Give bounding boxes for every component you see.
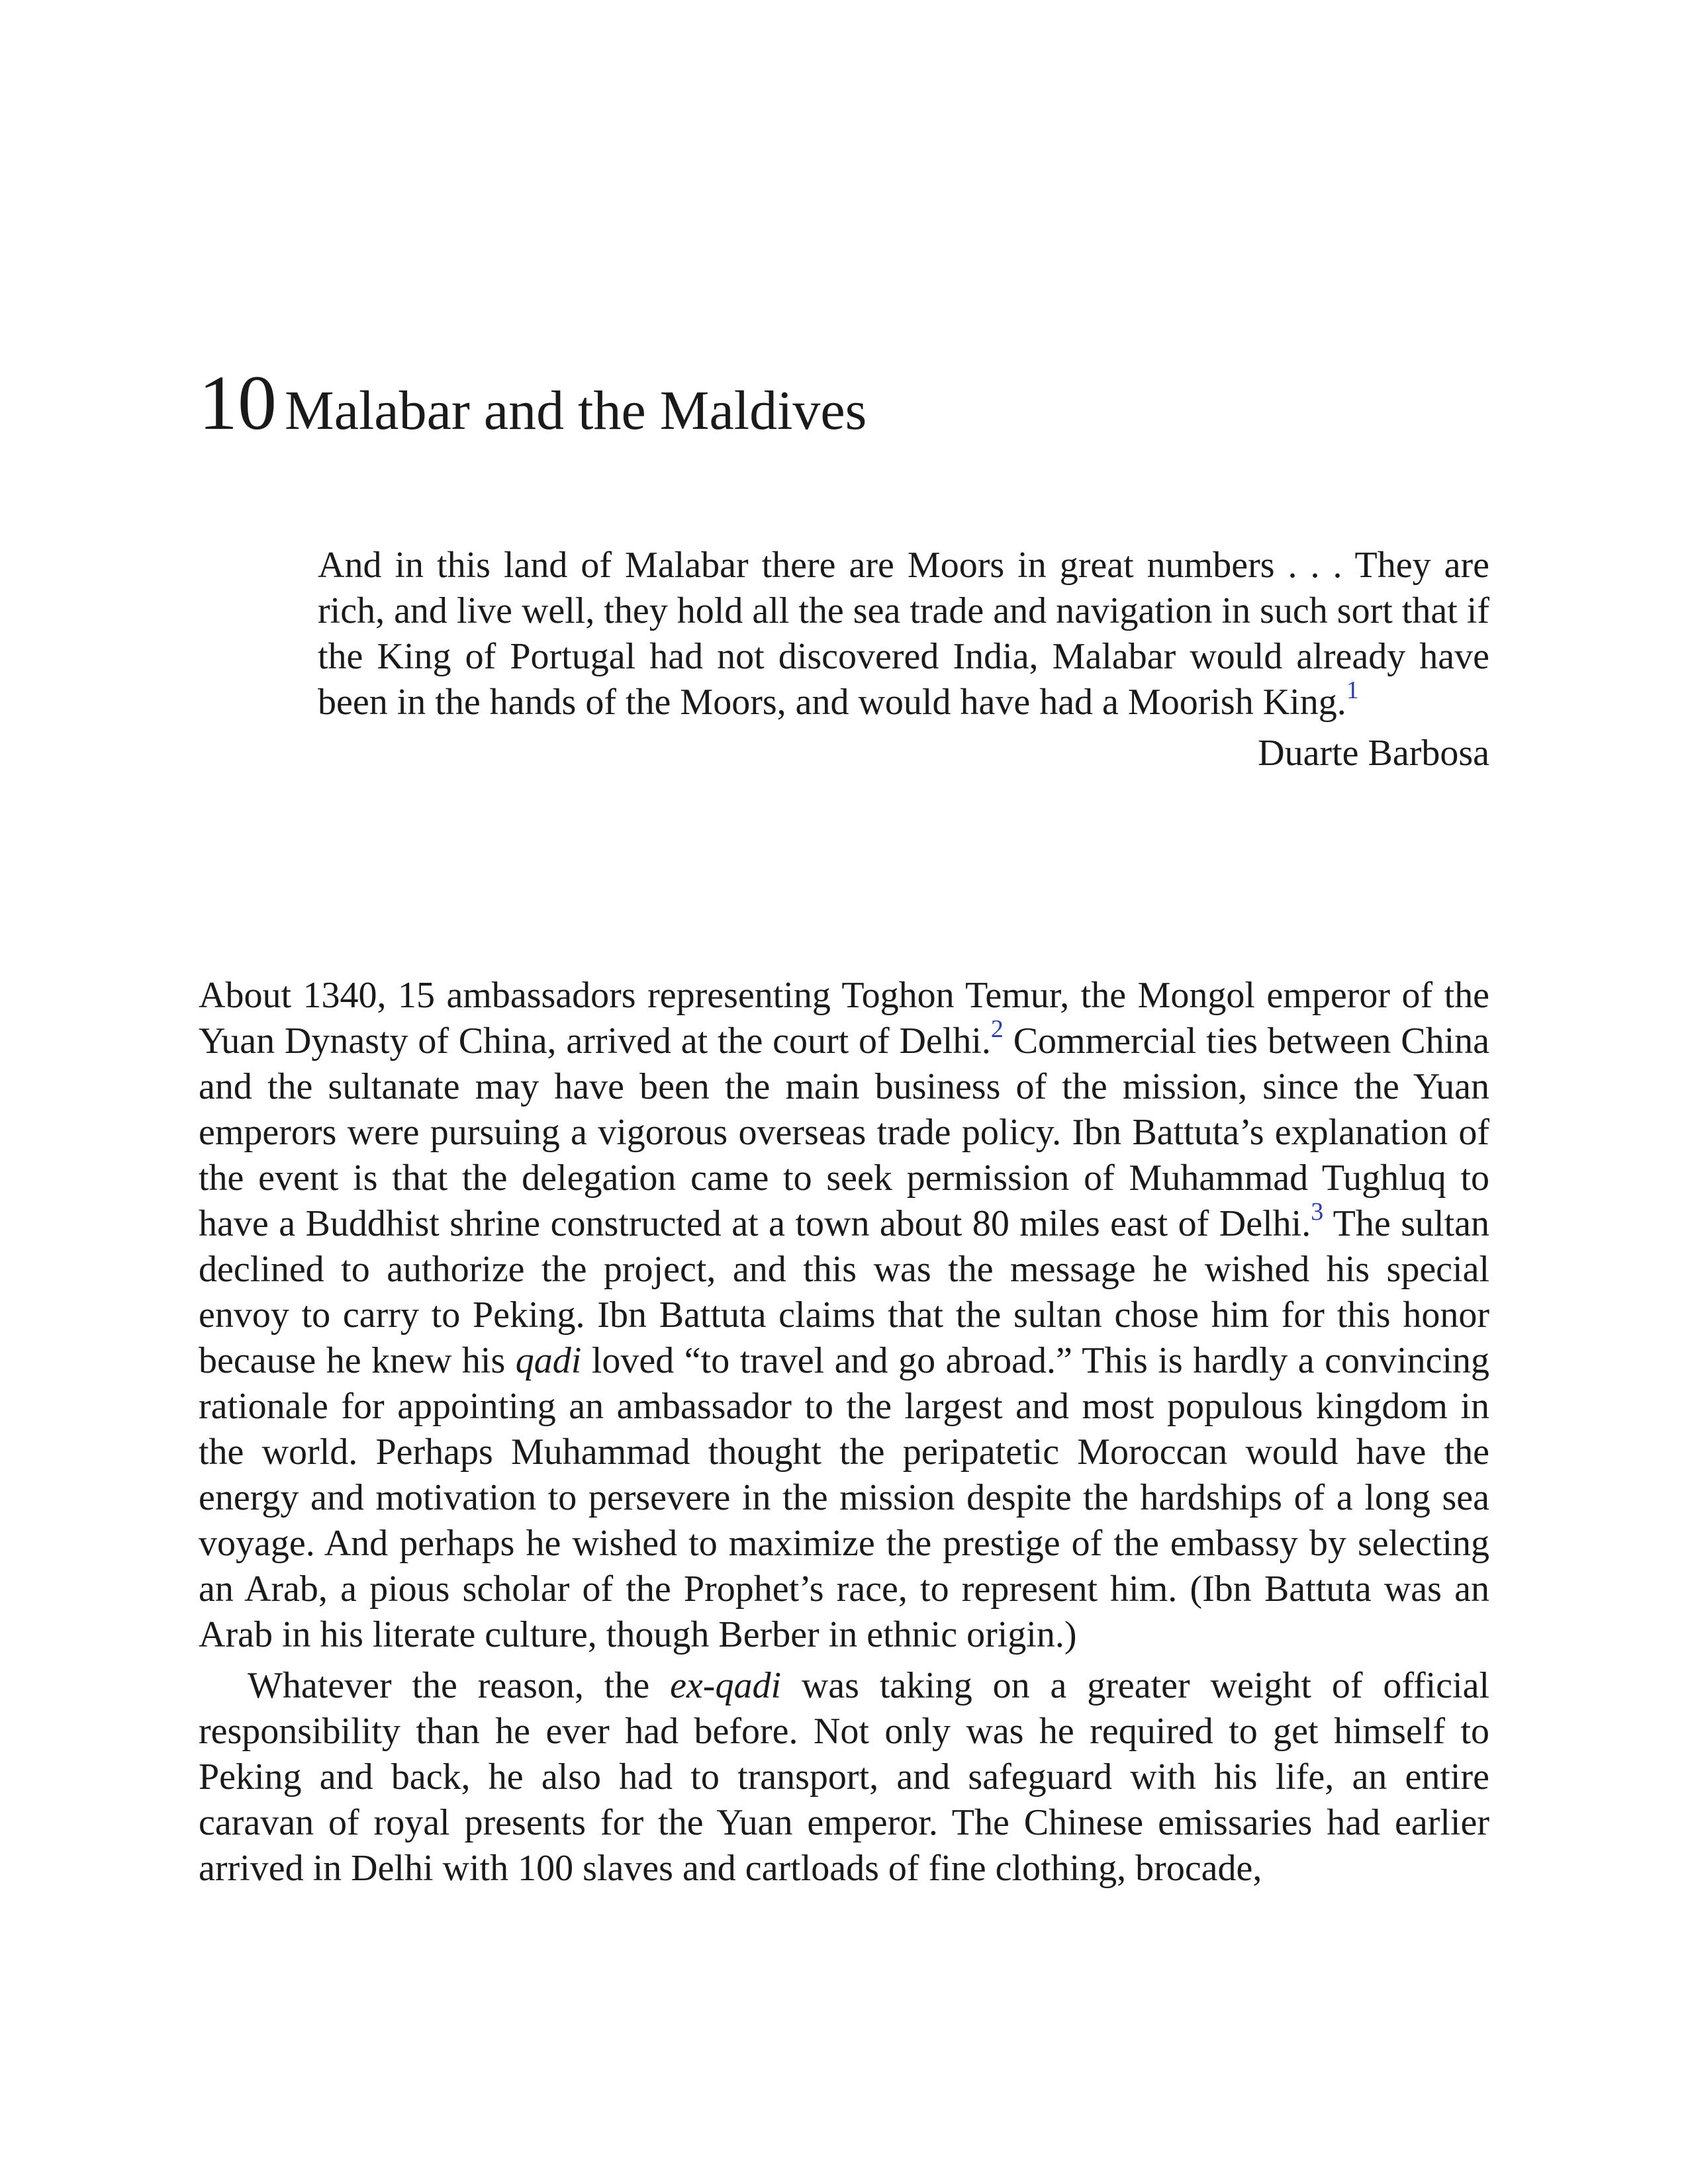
footnote-ref-1[interactable]: 1 [1346,676,1359,704]
paragraph-1-text-d: loved “to travel and go abroad.” This is hardly a convincing rationale for appointing an ambassador to the largest and most populous kingdom in the world. Perhaps Muhammad thought the peripatetic Moroccan would have the energy and motivation to persevere in the mission despite the hardships of a long sea voyage. And perhaps he wished to maximize the prestige of the embassy by selecting an Arab, a pious scholar of the Prophet’s race, to represent him. (Ibn Battuta was an Arab in his literate culture, though Berber in ethnic origin.) [199,1340,1490,1655]
paragraph-1-text-b: Commercial ties between China and the sultanate may have been the main business of the mission, since the Yuan emperors were pursuing a vigorous overseas trade policy. Ibn Battuta’s explanation of the event is that the delegation came to seek permission of Muhammad Tughluq to have a Buddhist shrine constructed at a town about 80 miles east of Delhi. [199,1021,1489,1244]
paragraph-2 [199,1663,1489,1891]
body-text [199,973,1489,1891]
footnote-ref-3[interactable]: 3 [1311,1198,1324,1226]
paragraph-2-text-a: Whatever the reason, the [248,1665,671,1706]
paragraph-2-text-b: was taking on a greater weight of official responsibility than he ever had before. Not only was he required to get himself to Peking and back, he also had to transport, and safeguard with his life, an entire caravan of royal presents for the Yuan emperor. The Chinese emissaries had earlier arrived in Delhi with 100 slaves and cartloads of fine clothing, brocade, [199,1665,1490,1889]
paragraph-1 [199,973,1489,1658]
italic-term-ex-qadi: ex-qadi [670,1665,781,1706]
chapter-title: Malabar and the Maldives [285,380,867,441]
epigraph-quote [318,543,1489,725]
epigraph [318,543,1489,776]
chapter-heading [199,359,1489,446]
chapter-number: 10 [199,359,277,446]
paragraph-1-text-a: About 1340, 15 ambassadors representing Toghon Temur, the Mongol emperor of the Yuan Dynasty of China, arrived at the court of Delhi. [199,975,1489,1062]
italic-term-qadi: qadi [515,1340,582,1381]
epigraph-attribution: Duarte Barbosa [1258,733,1489,774]
paragraph-1-text-c: The sultan declined to authorize the project, and this was the message he wished his special envoy to carry to Peking. Ibn Battuta claims that the sultan chose him for this honor because he knew his [199,1203,1489,1381]
epigraph-quote-text: And in this land of Malabar there are Moors in great numbers . . . They are rich, and live well, they hold all the sea trade and navigation in such sort that if the King of Portugal had not discovered India, Malabar would already have been in the hands of the Moors, and would have had a Moorish King. [318,545,1489,723]
footnote-ref-2[interactable]: 2 [990,1015,1004,1043]
